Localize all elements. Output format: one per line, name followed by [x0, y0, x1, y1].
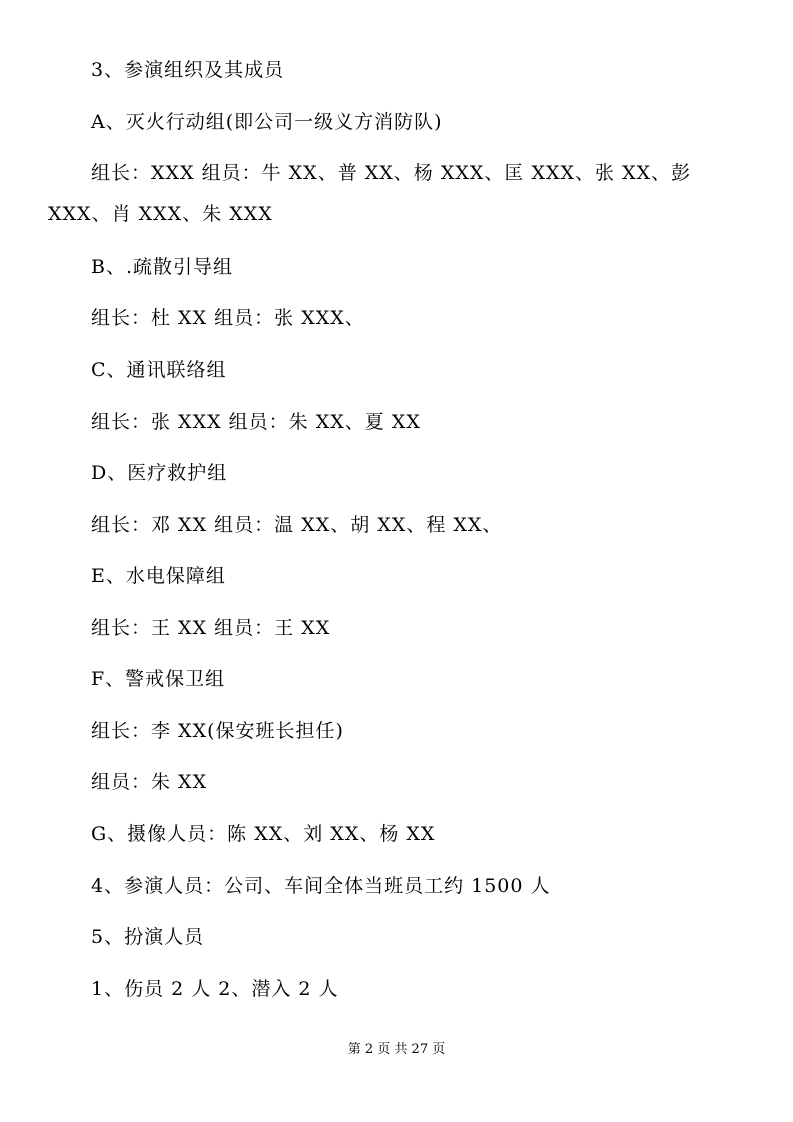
group-camera-crew: G、摄像人员：陈 XX、刘 XX、杨 XX — [91, 823, 436, 845]
section-participants-count: 4、参演人员：公司、车间全体当班员工约 1500 人 — [91, 875, 551, 897]
section-heading-actors: 5、扮演人员 — [91, 926, 205, 948]
group-members-medical: 组长：邓 XX 组员：温 XX、胡 XX、程 XX、 — [91, 514, 503, 536]
group-heading-medical: D、医疗救护组 — [91, 462, 228, 484]
group-members-firefighting: 组长：XXX 组员：牛 XX、普 XX、杨 XXX、匡 XXX、张 XX、彭 XXX、肖 XXX、朱 XXX — [48, 162, 692, 225]
group-heading-communication: C、通讯联络组 — [91, 359, 227, 381]
group-members-evacuation: 组长：杜 XX 组员：张 XXX、 — [91, 307, 365, 329]
group-heading-utilities: E、水电保障组 — [91, 565, 226, 587]
section-heading-participants: 3、参演组织及其成员 — [91, 59, 285, 81]
group-members-utilities: 组长：王 XX 组员：王 XX — [91, 617, 331, 639]
page-number-footer: 第 2 页 共 27 页 — [347, 1042, 446, 1057]
group-members-security: 组员：朱 XX — [91, 771, 208, 793]
group-leader-security: 组长：李 XX(保安班长担任) — [91, 720, 344, 742]
group-heading-firefighting: A、灭火行动组(即公司一级义方消防队) — [91, 111, 443, 133]
group-members-communication: 组长：张 XXX 组员：朱 XX、夏 XX — [91, 411, 421, 433]
group-heading-security: F、警戒保卫组 — [91, 668, 226, 690]
actors-list: 1、伤员 2 人 2、潜入 2 人 — [91, 978, 339, 1000]
group-heading-evacuation: B、.疏散引导组 — [91, 256, 234, 278]
